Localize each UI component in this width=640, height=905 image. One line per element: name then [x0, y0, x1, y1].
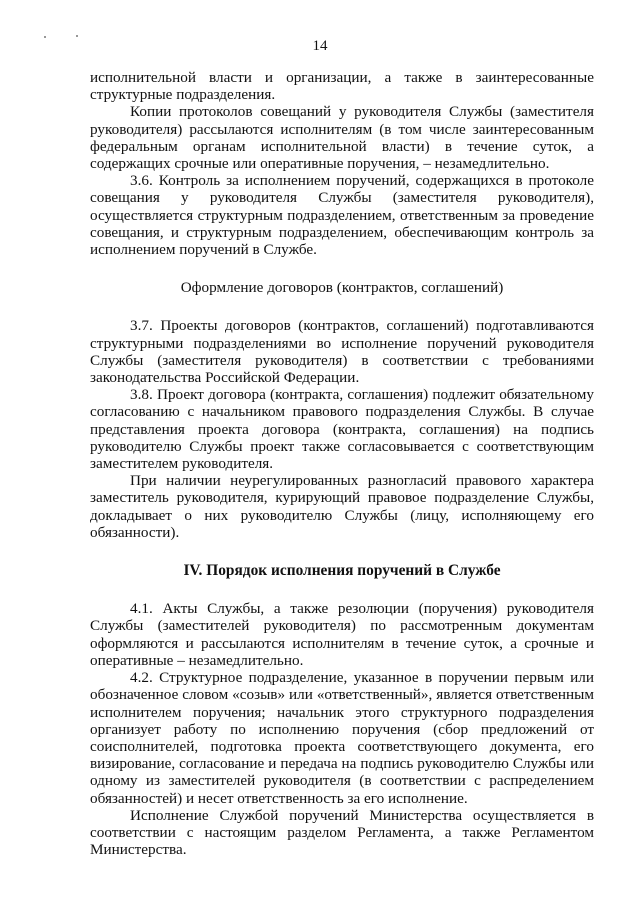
page-number: 14: [312, 38, 328, 54]
subheading-contracts: Оформление договоров (контрактов, соглашений): [180, 279, 504, 297]
paragraph-disagreements: При наличии неурегулированных разногласий правового характера заместитель руководителя, курирующий правовое подразделение Службы, докладывает о них руководителю Службы (лицу, исполняющему его обязанности).: [90, 472, 594, 541]
paragraph-4-1: 4.1. Акты Службы, а также резолюции (поручения) руководителя Службы (заместителей руководителя) по рассмотренным документам оформляются и рассылаются исполнителям в течение суток, а срочные и оперативные – незамедлительно.: [90, 600, 594, 669]
paragraph-3-7: 3.7. Проекты договоров (контрактов, соглашений) подготавливаются структурными подразделениями во исполнение поручений руководителя Службы (заместителя руководителя) в соответствии с требованиями законодательства Российской Федерации.: [90, 317, 594, 387]
document-body: [90, 69, 594, 858]
scan-speck: [76, 35, 78, 37]
paragraph-4-2: 4.2. Структурное подразделение, указанное в поручении первым или обозначенное словом «созыв» или «ответственный», является ответственным исполнителем поручения; начальник этого структурного подразделения организует работу по исполнению поручения (сбор предложений от соисполнителей, подготовка проекта соответствующего документа, его визирование, согласование и передача на подпись руководителю Службы или одному из заместителей руководителя (в соответствии с распределением обязанностей) и несет ответственность за его исполнение.: [90, 669, 594, 807]
section-heading-iv: IV. Порядок исполнения поручений в Службе: [183, 562, 501, 580]
paragraph-3-8: 3.8. Проект договора (контракта, соглашения) подлежит обязательному согласованию с начальником правового подразделения Службы. В случае представления проекта договора (контракта, соглашения) на подпись руководителю Службы проект также согласовывается с соответствующим заместителем руководителя.: [90, 386, 594, 473]
paragraph-continuation: исполнительной власти и организации, а также в заинтересованные структурные подразделения.: [90, 69, 594, 104]
paragraph-ministry-orders: Исполнение Службой поручений Министерства осуществляется в соответствии с настоящим разделом Регламента, а также Регламентом Министерства.: [90, 806, 594, 859]
paragraph-protocol-copies: Копии протоколов совещаний у руководителя Службы (заместителя руководителя) рассылаются исполнителям (в том числе заинтересованным федеральным органам исполнительной власти) в течение суток, а содержащих срочные или оперативные поручения, – незамедлительно.: [90, 103, 594, 173]
paragraph-3-6: 3.6. Контроль за исполнением поручений, содержащихся в протоколе совещания у руководителя Службы (заместителя руководителя), осуществляется структурным подразделением, ответственным за проведение совещания, и структурным подразделением, обеспечивающим контроль за исполнением поручений в Службе.: [90, 172, 594, 259]
